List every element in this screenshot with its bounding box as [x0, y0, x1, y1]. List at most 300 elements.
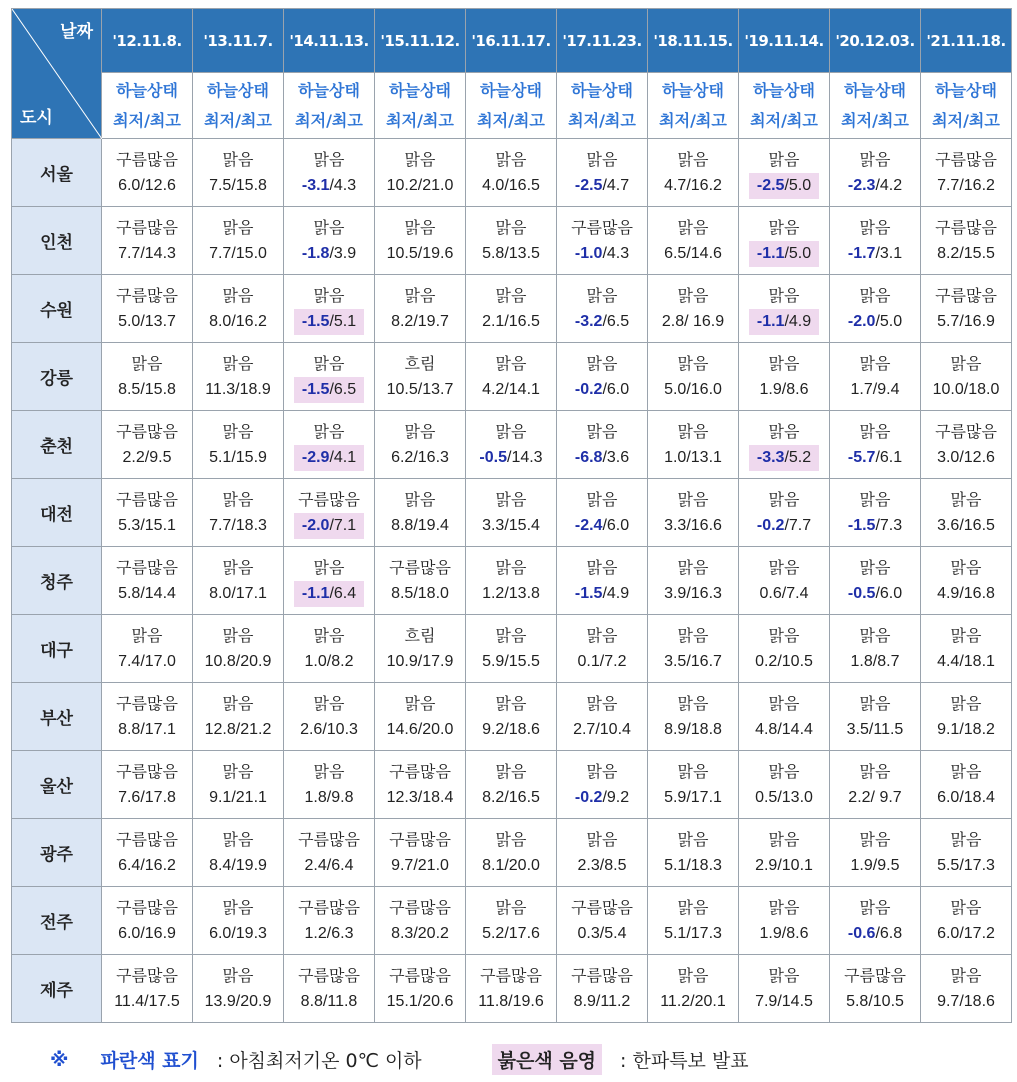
sky-condition: 구름많음 [571, 218, 633, 237]
min-temp: 5.8 [482, 245, 505, 262]
temperature-range-cold-wave: -1.1/5.0 [749, 241, 819, 267]
temperature-range: -0.2/9.2 [574, 789, 630, 806]
temperature-range: 1.7/9.4 [850, 381, 900, 398]
legend-pink-key: 붉은색 음영 [492, 1044, 602, 1075]
temperature-range: 5.8/10.5 [846, 993, 904, 1010]
min-temp: 4.4 [937, 653, 960, 670]
sky-condition: 구름많음 [116, 558, 178, 577]
max-temp: 4.3 [333, 177, 357, 194]
weather-table [11, 8, 1012, 1023]
temperature-range: 13.9/20.9 [204, 993, 272, 1010]
sky-condition: 구름많음 [389, 558, 451, 577]
sky-condition: 맑음 [222, 558, 254, 577]
weather-cell [193, 343, 284, 411]
max-temp: 21.0 [417, 857, 449, 874]
min-temp: 7.4 [118, 653, 141, 670]
min-temp: 8.0 [209, 585, 232, 602]
sky-condition: 맑음 [950, 626, 982, 645]
weather-cell [557, 683, 648, 751]
weather-cell [557, 479, 648, 547]
weather-cell [648, 343, 739, 411]
max-temp: 15.8 [235, 177, 267, 194]
temperature-range: -0.2/6.0 [574, 381, 630, 398]
weather-cell [102, 139, 193, 207]
max-temp: 16.2 [963, 177, 995, 194]
max-temp: 21.2 [240, 721, 272, 738]
temperature-range: 1.9/9.5 [850, 857, 900, 874]
sky-condition: 구름많음 [116, 150, 178, 169]
min-temp: 6.0 [937, 789, 960, 806]
weather-cell [557, 615, 648, 683]
weather-cell [921, 479, 1012, 547]
sky-condition: 맑음 [586, 830, 618, 849]
sky-condition: 맑음 [768, 490, 800, 509]
min-temp: -2.0 [847, 313, 876, 330]
sky-condition: 맑음 [586, 286, 618, 305]
weather-cell [102, 207, 193, 275]
sky-condition: 맑음 [313, 150, 345, 169]
subheader-temp: 최저/최고 [568, 110, 636, 130]
min-temp: 11.2 [660, 993, 691, 1010]
max-temp: 17.6 [508, 925, 540, 942]
temperature-range: 1.0/8.2 [304, 653, 354, 670]
sky-condition: 맑음 [768, 354, 800, 373]
weather-cell [375, 683, 466, 751]
min-temp: 7.7 [209, 245, 232, 262]
weather-cell [284, 615, 375, 683]
sky-condition: 맑음 [677, 966, 709, 985]
weather-cell [375, 207, 466, 275]
subheader [102, 73, 193, 139]
weather-cell [193, 547, 284, 615]
min-temp: 4.8 [755, 721, 778, 738]
max-temp: 18.4 [422, 789, 454, 806]
weather-cell [466, 955, 557, 1023]
sky-condition: 맑음 [495, 422, 527, 441]
weather-cell [557, 887, 648, 955]
temperature-range: -0.5/6.0 [847, 585, 903, 602]
temperature-range: 5.5/17.3 [937, 857, 995, 874]
min-temp: 6.2 [391, 449, 414, 466]
weather-cell [739, 411, 830, 479]
weather-cell [375, 479, 466, 547]
weather-cell [193, 207, 284, 275]
weather-cell [648, 411, 739, 479]
max-temp: 11.2 [600, 993, 631, 1010]
legend-blue-desc: : 아침최저기온 0℃ 이하 [216, 1050, 422, 1072]
weather-cell [739, 683, 830, 751]
min-temp: 6.5 [664, 245, 687, 262]
temperature-range: 8.8/17.1 [118, 721, 176, 738]
weather-cell [375, 547, 466, 615]
sky-condition: 맑음 [768, 898, 800, 917]
weather-cell [648, 139, 739, 207]
weather-cell [830, 411, 921, 479]
min-temp: 8.8 [391, 517, 414, 534]
weather-cell [921, 751, 1012, 819]
max-temp: 19.6 [512, 993, 544, 1010]
min-temp: 7.7 [937, 177, 960, 194]
max-temp: 8.5 [604, 857, 627, 874]
max-temp: 17.0 [144, 653, 176, 670]
weather-cell [102, 615, 193, 683]
weather-cell [375, 139, 466, 207]
weather-cell [830, 819, 921, 887]
max-temp: 3.1 [879, 245, 903, 262]
temperature-range: 6.0/18.4 [937, 789, 995, 806]
date-header: '16.11.17. [466, 9, 557, 73]
sky-condition: 맑음 [859, 286, 891, 305]
min-temp: 2.9 [755, 857, 778, 874]
table-row [12, 343, 1012, 411]
weather-cell [102, 683, 193, 751]
sky-condition: 맑음 [859, 830, 891, 849]
max-temp: 5.0 [788, 177, 812, 194]
max-temp: 16.2 [690, 177, 722, 194]
min-temp: 8.5 [118, 381, 141, 398]
temperature-range: 8.9/11.2 [573, 993, 631, 1010]
temperature-range: 3.6/16.5 [937, 517, 995, 534]
temperature-range: 10.5/13.7 [386, 381, 454, 398]
sky-condition: 맑음 [222, 490, 254, 509]
temperature-range: 8.0/16.2 [209, 313, 267, 330]
min-temp: -0.2 [574, 381, 603, 398]
sky-condition: 맑음 [677, 830, 709, 849]
sky-condition: 맑음 [677, 218, 709, 237]
city-label: 대구 [12, 615, 102, 683]
sky-condition: 맑음 [131, 354, 163, 373]
min-temp: -2.5 [756, 177, 785, 194]
sky-condition: 맑음 [859, 558, 891, 577]
max-temp: 16.5 [508, 789, 540, 806]
min-temp: 8.5 [391, 585, 414, 602]
weather-cell [466, 411, 557, 479]
min-temp: -0.6 [847, 925, 876, 942]
weather-cell [284, 139, 375, 207]
weather-cell [284, 275, 375, 343]
weather-cell [739, 207, 830, 275]
max-temp: 6.3 [331, 925, 354, 942]
weather-cell [466, 275, 557, 343]
max-temp: 16.8 [963, 585, 995, 602]
city-label: 수원 [12, 275, 102, 343]
weather-cell [102, 479, 193, 547]
weather-cell [648, 615, 739, 683]
min-temp: 0.1 [577, 653, 600, 670]
min-temp: 2.4 [304, 857, 327, 874]
temperature-range: 9.7/21.0 [391, 857, 449, 874]
temperature-range: 3.0/12.6 [937, 449, 995, 466]
weather-cell [284, 411, 375, 479]
sky-condition: 맑음 [859, 354, 891, 373]
date-header: '18.11.15. [648, 9, 739, 73]
date-header: '14.11.13. [284, 9, 375, 73]
max-temp: 8.2 [331, 653, 354, 670]
sky-condition: 맑음 [404, 286, 436, 305]
min-temp: 5.2 [482, 925, 505, 942]
min-temp: 9.1 [209, 789, 232, 806]
sky-condition: 맑음 [677, 626, 709, 645]
temperature-range: 3.3/16.6 [664, 517, 722, 534]
min-temp: 4.0 [482, 177, 505, 194]
corner-header [12, 9, 102, 139]
sky-condition: 맑음 [859, 762, 891, 781]
sky-condition: 구름많음 [298, 830, 360, 849]
min-temp: -0.2 [756, 517, 785, 534]
subheader [830, 73, 921, 139]
min-temp: 4.2 [482, 381, 505, 398]
sky-condition: 맑음 [950, 898, 982, 917]
max-temp: 20.6 [422, 993, 454, 1010]
weather-cell [284, 683, 375, 751]
min-temp: -3.2 [574, 313, 603, 330]
max-temp: 3.6 [606, 449, 630, 466]
temperature-range: 2.9/10.1 [755, 857, 813, 874]
min-temp: 13.9 [204, 993, 236, 1010]
sky-condition: 맑음 [768, 422, 800, 441]
temperature-range: 7.4/17.0 [118, 653, 176, 670]
temperature-range: 6.0/17.2 [937, 925, 995, 942]
max-temp: 17.1 [235, 585, 267, 602]
max-temp: 7.1 [333, 517, 357, 534]
max-temp: 6.1 [879, 449, 903, 466]
city-label: 청주 [12, 547, 102, 615]
max-temp: 6.0 [879, 585, 903, 602]
sky-condition: 맑음 [677, 490, 709, 509]
temperature-range: 8.5/15.8 [118, 381, 176, 398]
min-temp: 5.8 [846, 993, 869, 1010]
min-temp: 8.0 [209, 313, 232, 330]
max-temp: 20.0 [422, 721, 454, 738]
weather-cell [830, 615, 921, 683]
min-temp: 6.0 [118, 177, 141, 194]
min-temp: 3.6 [937, 517, 960, 534]
sky-condition: 구름많음 [389, 898, 451, 917]
temperature-range: 5.9/15.5 [482, 653, 540, 670]
max-temp: 16.5 [508, 313, 540, 330]
sky-condition: 맑음 [586, 150, 618, 169]
weather-cell [921, 955, 1012, 1023]
sky-condition: 맑음 [495, 694, 527, 713]
table-row [12, 139, 1012, 207]
temperature-range: 2.4/6.4 [304, 857, 354, 874]
min-temp: 9.1 [937, 721, 960, 738]
sky-condition: 구름많음 [935, 422, 997, 441]
max-temp: 16.7 [690, 653, 722, 670]
min-temp: -1.5 [301, 313, 330, 330]
max-temp: 17.2 [963, 925, 995, 942]
date-header: '21.11.18. [921, 9, 1012, 73]
min-temp: 5.5 [937, 857, 960, 874]
subheader-temp: 최저/최고 [204, 110, 272, 130]
temperature-range: -1.7/3.1 [847, 245, 903, 262]
min-temp: 7.5 [209, 177, 232, 194]
min-temp: 3.3 [482, 517, 505, 534]
sky-condition: 맑음 [950, 694, 982, 713]
weather-cell [557, 547, 648, 615]
subheader-temp: 최저/최고 [295, 110, 363, 130]
min-temp: 1.2 [304, 925, 327, 942]
max-temp: 5.0 [879, 313, 903, 330]
min-temp: 10.5 [386, 245, 418, 262]
subheader-temp: 최저/최고 [659, 110, 727, 130]
city-label: 인천 [12, 207, 102, 275]
temperature-range-cold-wave: -2.5/5.0 [749, 173, 819, 199]
weather-cell [193, 139, 284, 207]
max-temp: 4.2 [879, 177, 903, 194]
weather-cell [102, 275, 193, 343]
sky-condition: 맑음 [768, 218, 800, 237]
max-temp: 10.1 [781, 857, 813, 874]
max-temp: 18.3 [690, 857, 722, 874]
sky-condition: 맑음 [222, 898, 254, 917]
min-temp: 1.0 [664, 449, 687, 466]
weather-cell [193, 479, 284, 547]
weather-cell [557, 819, 648, 887]
temperature-range: 8.1/20.0 [482, 857, 540, 874]
temperature-range: 2.3/8.5 [577, 857, 627, 874]
sky-condition: 맑음 [404, 422, 436, 441]
subheader [466, 73, 557, 139]
temperature-range-cold-wave: -3.3/5.2 [749, 445, 819, 471]
weather-cell [193, 683, 284, 751]
max-temp: 7.2 [604, 653, 627, 670]
sky-condition: 맑음 [677, 558, 709, 577]
max-temp: 17.3 [690, 925, 722, 942]
min-temp: 5.0 [118, 313, 141, 330]
max-temp: 16.6 [690, 517, 722, 534]
sky-condition: 맑음 [677, 422, 709, 441]
weather-cell [284, 343, 375, 411]
subheader-sky: 하늘상태 [662, 80, 724, 100]
max-temp: 12.6 [963, 449, 995, 466]
temperature-range: 0.6/7.4 [759, 585, 809, 602]
temperature-range: 11.8/19.6 [478, 993, 544, 1010]
temperature-range: 7.7/16.2 [937, 177, 995, 194]
temperature-range: 15.1/20.6 [386, 993, 454, 1010]
note-mark: ※ [50, 1048, 69, 1071]
temperature-range: 8.5/18.0 [391, 585, 449, 602]
max-temp: 15.5 [963, 245, 995, 262]
weather-cell [466, 683, 557, 751]
max-temp: 7.3 [879, 517, 903, 534]
max-temp: 8.6 [786, 925, 809, 942]
sky-condition: 맑음 [222, 966, 254, 985]
min-temp: 1.9 [759, 381, 782, 398]
temperature-range: 4.7/16.2 [664, 177, 722, 194]
min-temp: 0.3 [577, 925, 600, 942]
weather-cell [375, 955, 466, 1023]
temperature-range: 3.5/11.5 [846, 721, 904, 738]
weather-cell [830, 139, 921, 207]
weather-cell [193, 887, 284, 955]
temperature-range: 7.7/18.3 [209, 517, 267, 534]
temperature-range: 5.0/16.0 [664, 381, 722, 398]
sky-condition: 구름많음 [116, 762, 178, 781]
min-temp: 0.2 [755, 653, 778, 670]
weather-cell [921, 683, 1012, 751]
temperature-range: 6.4/16.2 [118, 857, 176, 874]
weather-cell [648, 275, 739, 343]
temperature-range: 10.5/19.6 [386, 245, 454, 262]
min-temp: -2.4 [574, 517, 603, 534]
max-temp: 18.8 [690, 721, 722, 738]
max-temp: 11.8 [327, 993, 358, 1010]
subheader-temp: 최저/최고 [386, 110, 454, 130]
min-temp: 5.9 [482, 653, 505, 670]
temperature-range: 2.7/10.4 [573, 721, 631, 738]
min-temp: 5.8 [118, 585, 141, 602]
weather-cell [921, 819, 1012, 887]
max-temp: 14.5 [781, 993, 813, 1010]
max-temp: 5.0 [788, 245, 812, 262]
max-temp: 19.4 [417, 517, 449, 534]
temperature-range: 5.0/13.7 [118, 313, 176, 330]
min-temp: 4.7 [664, 177, 687, 194]
min-temp: 10.0 [932, 381, 964, 398]
min-temp: 2.6 [300, 721, 323, 738]
max-temp: 21.0 [422, 177, 454, 194]
temperature-range: 8.8/19.4 [391, 517, 449, 534]
weather-cell [284, 887, 375, 955]
legend-pink-desc: : 한파특보 발표 [620, 1050, 749, 1072]
temperature-range: 7.6/17.8 [118, 789, 176, 806]
city-label: 제주 [12, 955, 102, 1023]
sky-condition: 맑음 [495, 558, 527, 577]
max-temp: 19.6 [422, 245, 454, 262]
max-temp: 14.4 [781, 721, 813, 738]
sky-condition: 맑음 [677, 898, 709, 917]
max-temp: 7.4 [786, 585, 809, 602]
temperature-range-cold-wave: -1.5/6.5 [294, 377, 364, 403]
weather-cell [466, 139, 557, 207]
weather-cell [648, 547, 739, 615]
min-temp: 3.5 [664, 653, 687, 670]
sky-condition: 맑음 [950, 558, 982, 577]
subheader-temp: 최저/최고 [932, 110, 1000, 130]
temperature-range: 4.0/16.5 [482, 177, 540, 194]
legend [50, 1044, 759, 1075]
temperature-range: -0.5/14.3 [479, 449, 543, 466]
sky-condition: 흐림 [404, 354, 436, 373]
temperature-range: 3.9/16.3 [664, 585, 722, 602]
weather-cell [284, 207, 375, 275]
date-header: '15.11.12. [375, 9, 466, 73]
min-temp: 0.5 [755, 789, 778, 806]
min-temp: -1.8 [301, 245, 330, 262]
table-row [12, 751, 1012, 819]
weather-cell [466, 343, 557, 411]
temperature-range: 5.8/13.5 [482, 245, 540, 262]
min-temp: 4.9 [937, 585, 960, 602]
table-row [12, 207, 1012, 275]
temperature-range: -6.8/3.6 [574, 449, 630, 466]
min-temp: 3.5 [846, 721, 869, 738]
temperature-range: 5.8/14.4 [118, 585, 176, 602]
temperature-range: 2.1/16.5 [482, 313, 540, 330]
max-temp: 13.1 [690, 449, 722, 466]
max-temp: 11.5 [873, 721, 904, 738]
weather-cell [921, 547, 1012, 615]
min-temp: 6.0 [209, 925, 232, 942]
date-header: '17.11.23. [557, 9, 648, 73]
temperature-range: 8.2/16.5 [482, 789, 540, 806]
min-temp: 3.0 [937, 449, 960, 466]
temperature-range: -3.1/4.3 [301, 177, 357, 194]
sky-condition: 맑음 [586, 694, 618, 713]
max-temp: 6.0 [606, 381, 630, 398]
weather-cell [466, 479, 557, 547]
